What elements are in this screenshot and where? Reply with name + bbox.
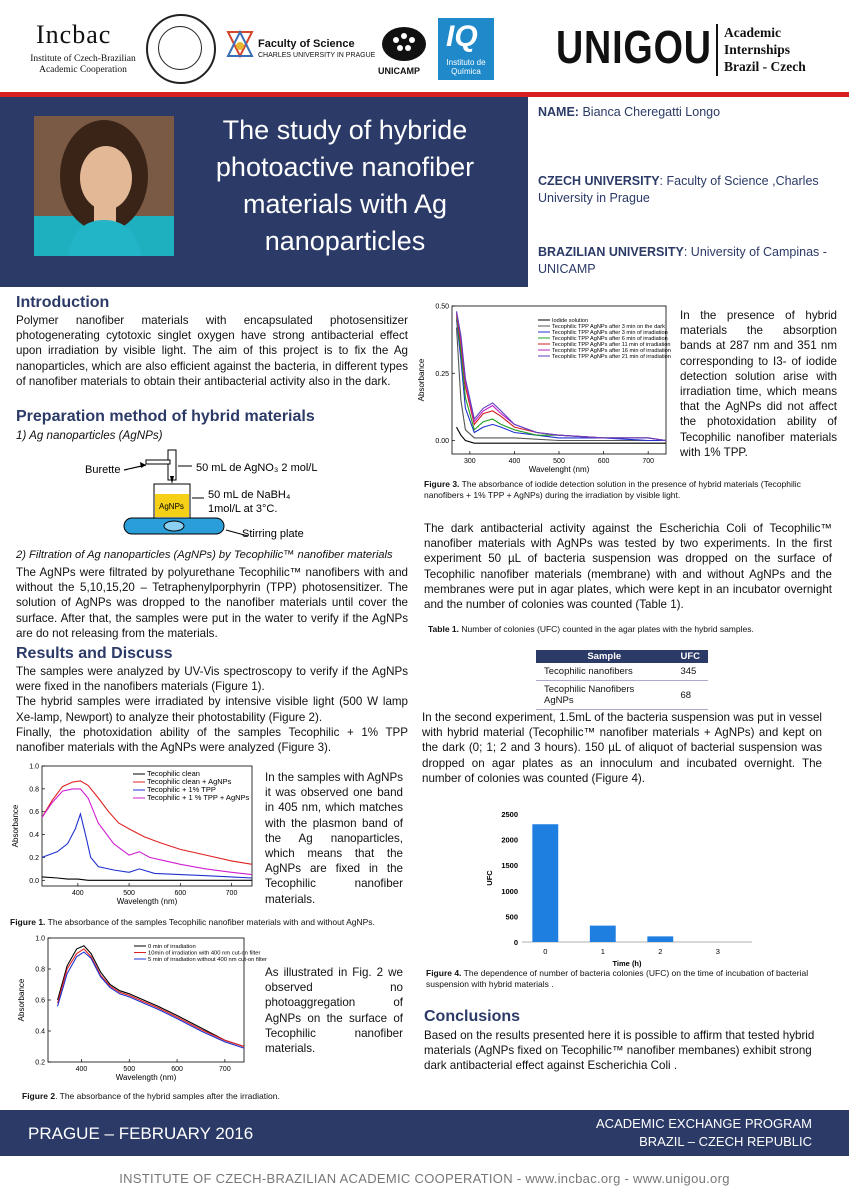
table-1-caption-text: Number of colonies (UFC) counted in the agar plates with the hybrid samples. [459, 624, 754, 634]
agno3-label: 50 mL de AgNO₃ 2 mol/L [196, 462, 318, 474]
x-tick-label: 700 [225, 890, 238, 897]
legend-entry: 5 min of irradiation without 400 nm cut-on filter [148, 957, 267, 963]
x-tick-label: 400 [75, 1066, 88, 1073]
y-axis-label: Absorbance [417, 358, 426, 402]
table-header-row [536, 650, 708, 663]
figure-2-caption [22, 1091, 402, 1102]
legend-entry: Tecophilic TPP AgNPs after 3 min on the dark [552, 324, 665, 330]
figure-3-caption [424, 479, 839, 501]
figure-4-caption [426, 968, 838, 990]
conclusions-text: Based on the results presented here it is possible to affirm that tested hybrid materials (AgNPs fixed on Tecophilic™ nanofiber membanes) exhibit strong dark antibacterial effect against Escherichia Coli . [424, 1029, 815, 1073]
series-line [42, 814, 252, 878]
incbac-logo-subtitle: Institute of Czech-Brazilian Academic Cooperation [30, 54, 136, 75]
table-header-cell: Sample [536, 650, 672, 663]
brazilian-university-label: BRAZILIAN UNIVERSITY [538, 245, 684, 259]
x-tick-label: 700 [642, 458, 655, 465]
footer-program: ACADEMIC EXCHANGE PROGRAM [596, 1116, 812, 1131]
x-tick-label: 2 [658, 947, 663, 956]
x-tick-label: 500 [123, 890, 135, 897]
y-tick-label: 0.00 [435, 438, 449, 446]
figure-1-discussion: In the samples with AgNPs it was observed one band in 405 nm, which matches with the plasmon band of the Ag nanoparticles, which means that the AgNPs are fixed in the Tecophilic nanofiber materials. [265, 771, 403, 906]
instituto-quimica-logo [438, 18, 494, 80]
x-tick-label: 500 [123, 1066, 136, 1073]
figure-2-discussion: As illustrated in Fig. 2 we observed no photoaggregation of AgNPs on the surface of Tecophilic nanofiber materials. [265, 966, 403, 1056]
x-axis-label: Wavelength (nm) [115, 1073, 177, 1082]
legend-entry: Iodide solution [552, 318, 589, 324]
results-paragraph-1: The samples were analyzed by UV-Vis spectroscopy to verify if the AgNPs were fixed in the nanofibers materials (Figure 1). [16, 665, 408, 694]
figure-4-chart [484, 800, 764, 968]
results-text [16, 664, 408, 755]
legend-entry: Tecophilic + 1% TPP [147, 785, 216, 794]
y-tick-label: 0.8 [35, 966, 45, 974]
y-tick-label: 1.0 [29, 763, 39, 771]
x-tick-label: 1 [600, 947, 605, 956]
results-paragraph-2: The hybrid samples were irradiated by intensive visible light (500 W lamp Xe-lamp, Newport) to analyze their photostability (Figure 2). [16, 695, 408, 724]
x-tick-label: 0 [543, 947, 548, 956]
bar [647, 936, 673, 942]
agnps-preparation-diagram [80, 446, 410, 548]
fig1-plot [11, 764, 252, 907]
czech-university-label: CZECH UNIVERSITY [538, 174, 660, 188]
y-axis-label: Absorbance [17, 978, 26, 1022]
legend-entry: Tecophilic TPP AgNPs after 16 min of irradiation [552, 348, 671, 354]
unigou-divider [716, 24, 718, 76]
second-experiment-text: In the second experiment, 1.5mL of the bacteria suspension was put in vessel with hybrid material (Tecophilic™ nanofiber materials + AgNPs) and kept on the dark (0; 1; 2 and 3 hours). 150 µL of aliquot of bacterial suspension was dropped on agar plates as an innoculum and incubated overnight. The number of colonies was counted (Figure 4). [422, 711, 822, 785]
figure-1-caption [10, 917, 410, 928]
unigou-subtitle [724, 24, 844, 75]
nabh4-label-2: 1mol/L at 3°C. [208, 503, 278, 515]
table-cell: Tecophilic nanofibers [536, 663, 672, 681]
y-tick-label: 0.0 [29, 877, 39, 885]
fig3-plot [417, 304, 671, 475]
y-axis-label: UFC [485, 870, 494, 886]
series-line [58, 949, 244, 1047]
y-tick-label: 1.0 [35, 935, 45, 943]
table-cell: 68 [672, 681, 708, 710]
footer-countries: BRAZIL – CZECH REPUBLIC [639, 1134, 812, 1149]
nabh4-label-1: 50 mL de NaBH₄ [208, 489, 291, 501]
y-tick-label: 0.4 [35, 1028, 45, 1036]
author-photo [34, 116, 174, 256]
author-name [538, 104, 838, 121]
brazilian-university [538, 244, 838, 278]
x-tick-label: 700 [219, 1066, 231, 1073]
preparation-heading: Preparation method of hybrid materials [16, 408, 315, 425]
x-tick-label: 600 [597, 458, 610, 465]
figure-1-caption-text: The absorbance of the samples Tecophilic nanofiber materials with and without AgNPs. [45, 917, 375, 927]
unigou-sub-line: Internships [724, 42, 791, 57]
agnps-label: AgNPs [159, 502, 184, 511]
figure-1-caption-label: Figure 1. [10, 917, 46, 927]
y-tick-label: 2500 [501, 810, 518, 819]
legend-entry: Tecophilic TPP AgNPs after 6 min of irradiation [552, 336, 668, 342]
introduction-heading: Introduction [16, 294, 110, 311]
x-tick-label: 300 [463, 458, 476, 465]
legend-entry: 0 min of irradiation [148, 944, 196, 950]
figure-4-caption-label: Figure 4. [426, 968, 462, 978]
table-1-caption-label: Table 1. [428, 624, 460, 634]
table-header-cell: UFC [672, 650, 708, 663]
author-name-label: NAME: [538, 105, 579, 119]
faculty-of-science-subtitle: CHARLES UNIVERSITY IN PRAGUE [258, 52, 376, 59]
legend-entry: Tecophilic TPP AgNPs after 3 min of irradiation [552, 330, 668, 336]
stirring-plate-label: Stirring plate [242, 528, 304, 540]
unigou-sub-line: Academic [724, 25, 781, 40]
figure-2-caption-text: . The absorbance of the hybrid samples after the irradiation. [55, 1091, 280, 1101]
preparation-step-2-text: The AgNPs were filtrated by polyurethane Tecophilic™ nanofibers with and without the 5,10,15,20 – Tetraphenylporphyrin (TPP) photosensitizer. The solution of AgNPs was dropped to the nanofiber materials until cover the surface. After that, the samples were put in the water to verify if the AgNPs are do not releasing from the materials. [16, 566, 408, 640]
poster-title: The study of hybride photoactive nanofiber materials with Ag nanoparticles [215, 115, 475, 256]
unicamp-logo-icon [380, 22, 428, 62]
x-axis-label: Time (h) [612, 959, 642, 968]
faculty-of-science-title: Faculty of Science [258, 38, 355, 50]
legend-entry: 10min of irradiation with 400 nm cut-on filter [148, 950, 261, 957]
figure-3-caption-label: Figure 3. [424, 479, 460, 489]
legend-entry: Tecophilic + 1 % TPP + AgNPs [147, 793, 250, 802]
figure-2-chart [14, 932, 267, 1090]
table-row [536, 663, 708, 681]
results-paragraph-3: Finally, the photoxidation ability of the samples Tecophilic + 1% TPP nanofiber materials with the AgNPs were analyzed (Figure 3). [16, 725, 408, 755]
legend-entry: Tecophilic clean + AgNPs [147, 777, 232, 786]
incbac-logo-name: Incbac [36, 20, 112, 49]
series-line [42, 877, 252, 880]
x-tick-label: 400 [72, 890, 84, 897]
y-tick-label: 0.8 [29, 786, 39, 794]
y-tick-label: 2000 [501, 835, 518, 845]
faculty-of-science-logo-icon [226, 30, 254, 60]
charles-university-seal-icon [146, 14, 216, 84]
burette-label: Burette [85, 464, 121, 476]
author-name-value: Bianca Cheregatti Longo [582, 105, 721, 119]
figure-3-chart [414, 298, 676, 476]
figure-3-caption-text: The absorbance of iodide detection solution in the presence of hybrid materials (Tecophilic nanofibers + 1% TPP + AgNPs) during the irradiation by visible light. [424, 479, 801, 500]
y-axis-label: Absorbance [11, 804, 20, 848]
footer-institute-links: INSTITUTE OF CZECH-BRAZILIAN ACADEMIC COOPERATION - www.incbac.org - www.unigou.org [119, 1171, 730, 1186]
colonies-table [536, 650, 708, 710]
legend-entry: Tecophilic TPP AgNPs after 21 min of irradiation [552, 354, 671, 360]
y-tick-label: 0.6 [29, 809, 39, 817]
fig4-plot [485, 810, 752, 968]
y-tick-label: 0.6 [35, 997, 45, 1005]
y-tick-label: 0.4 [29, 832, 39, 840]
y-tick-label: 0.25 [435, 370, 449, 378]
unicamp-logo-label: UNICAMP [378, 66, 420, 76]
x-tick-label: 600 [174, 890, 187, 897]
figure-3-discussion: In the presence of hybrid materials the absorption bands at 287 nm and 351 nm corresponding to I3- of iodide detection solution arise with irradiation time, which means that the AgNPs did not affect the photoxidation ability of Tecophilic nanofiber materials with 1% TPP. [680, 309, 837, 459]
footer-location-date: PRAGUE – FEBRUARY 2016 [28, 1124, 254, 1143]
results-heading: Results and Discuss [16, 645, 173, 662]
legend-entry: Tecophilic TPP AgNPs after 11 min of irradiation [552, 342, 671, 348]
czech-university-value: : Faculty of Science ,Charles University in Prague [538, 174, 819, 205]
x-tick-label: 3 [715, 947, 720, 956]
bar [532, 824, 558, 942]
table-cell: 345 [672, 663, 708, 681]
bar [590, 926, 616, 942]
y-tick-label: 0.2 [35, 1059, 45, 1067]
preparation-step-2: 2) Filtration of Ag nanoparticles (AgNPs) by Tecophilic™ nanofiber materials [16, 549, 393, 561]
iq-logo-subtitle: Instituto de Química [446, 58, 486, 76]
y-tick-label: 0 [513, 938, 518, 947]
fig2-plot [17, 936, 267, 1083]
x-tick-label: 600 [171, 1066, 183, 1073]
table-cell: Tecophilic Nanofibers AgNPs [536, 681, 672, 710]
y-tick-label: 500 [505, 912, 518, 922]
iq-logo-letters: IQ [446, 20, 478, 53]
x-axis-label: Wavelenght (nm) [528, 465, 590, 474]
x-axis-label: Wavelength (nm) [116, 897, 178, 906]
table-row [536, 681, 708, 710]
y-tick-label: 1500 [501, 861, 518, 871]
y-tick-label: 0.2 [29, 854, 39, 862]
introduction-text: Polymer nanofiber materials with encapsulated photosensitizer photogenerating cytotoxic singlet oxygen have strong antibacterial effect upon irradiation by visible light. The aim of this project is to fix the Ag nanoparticles, which are also efficient against the bacteria, in different types of nanofiber materials to obtain their antibacterial activity also in the dark. [16, 314, 408, 388]
preparation-step-1: 1) Ag nanoparticles (AgNPs) [16, 429, 163, 442]
table-1-caption [428, 624, 838, 635]
burette-tube-icon [168, 450, 176, 480]
x-tick-label: 400 [508, 458, 521, 465]
y-tick-label: 0.50 [435, 303, 449, 311]
y-tick-label: 1000 [501, 886, 518, 896]
x-tick-label: 500 [553, 458, 565, 465]
unigou-sub-line: Brazil - Czech [724, 59, 806, 74]
czech-university [538, 173, 838, 207]
conclusions-heading: Conclusions [424, 1008, 521, 1025]
legend-entry: Tecophilic clean [147, 769, 200, 778]
figure-4-caption-text: The dependence of number of bacteria colonies (UFC) on the time of incubation of bacterial suspension with hybrid materials . [426, 968, 809, 989]
brazilian-university-value: : University of Campinas - UNICAMP [538, 245, 827, 276]
dark-activity-text: The dark antibacterial activity against the Escherichia Coli of Tecophilic™ nanofiber materials with AgNPs was tested by two experiments. In the first experiment 50 µL of bacteria suspension was dropped on the surface of Tecophilic nanofiber materials (membrane) with and without AgNPs and the membranes were put in agar plates, which were kept in an incubator overnight and the number of colonies was counted (Table 1). [424, 522, 832, 612]
series-line [58, 952, 244, 1048]
unigou-logo: UNIGOU [556, 21, 712, 73]
figure-1-chart [8, 760, 260, 918]
figure-2-caption-label: Figure 2 [22, 1091, 56, 1101]
